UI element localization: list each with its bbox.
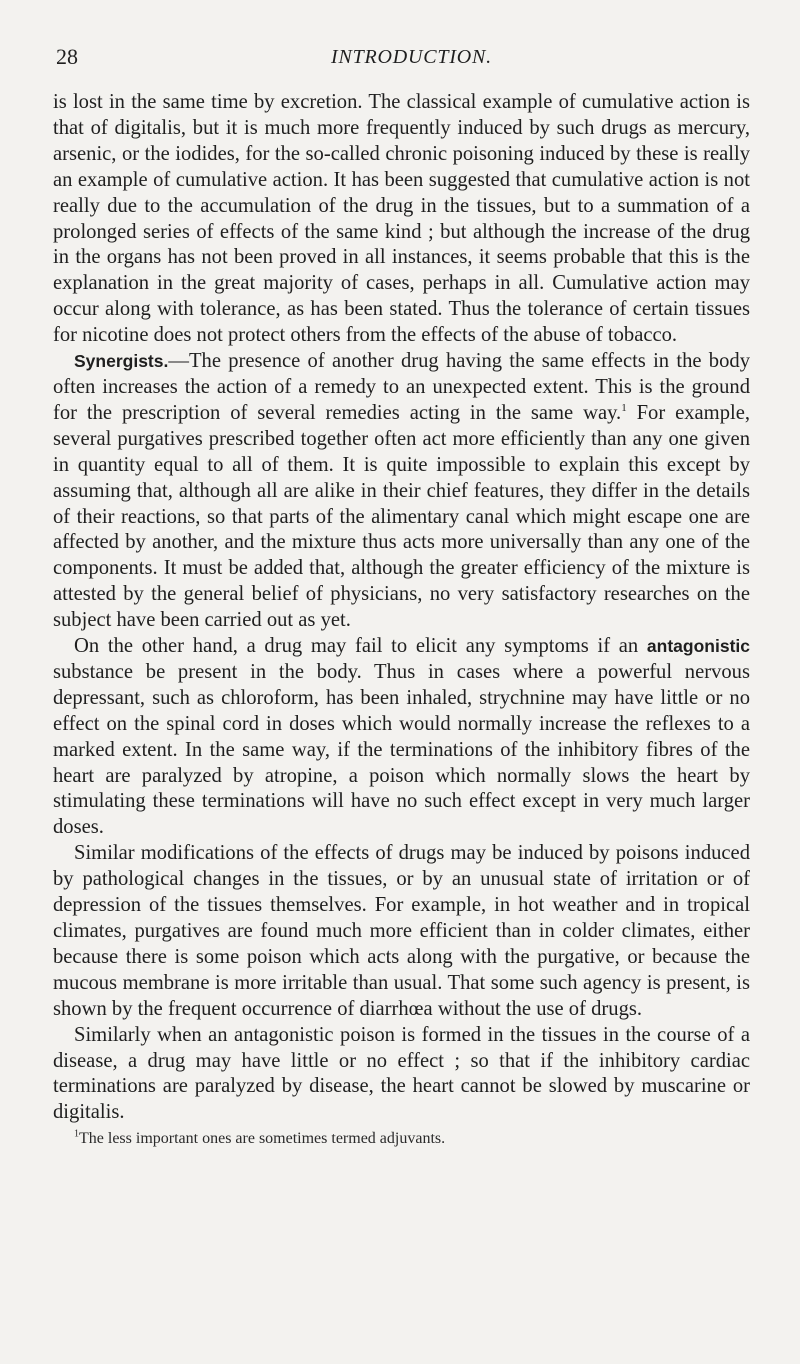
footnote-text: The less important ones are sometimes termed adjuvants. (79, 1130, 446, 1148)
paragraph-text: For example, several purgatives prescribed together often act more efficiently than any one given in quantity equal to all of them. It is quite impossible to explain this except by assuming that, although all are alike in their chief features, they differ in the details of their reactions, so that parts of the alimentary canal which might escape one are affected by another, and the mixture thus acts more universally than any one of the components. It must be added that, although the greater efficiency of the mixture is attested by the general belief of physicians, no very satisfactory researches on the subject have been carried out as yet. (53, 401, 751, 632)
body-text (53, 90, 750, 1149)
paragraph-synergists (53, 349, 750, 634)
paragraph-cumulative-action: is lost in the same time by excretion. The classical example of cumulative action is that of digitalis, but it is much more frequently induced by such drugs as mercury, arsenic, or the iodides, for the so-called chronic poisoning induced by these is really an example of cumulative action. It has been suggested that cumulative action is not really due to the accumulation of the drug in the tissues, but to a summation of a prolonged series of effects of the same kind ; but although the increase of the drug in the organs has not been proved in all instances, it seems probable that this is the explanation in the great majority of cases, perhaps in all. Cumulative action may occur along with tolerance, as has been stated. Thus the tolerance of certain tissues for nicotine does not protect others from the effects of the abuse of tobacco. (53, 91, 750, 347)
page-number: 28 (56, 44, 78, 69)
section-heading-synergists: Synergists. (74, 351, 169, 372)
bold-term-antagonistic: antagonistic (646, 636, 750, 657)
paragraph-antagonism (53, 634, 750, 841)
paragraph-text: On the other hand, a drug may fail to elicit any symptoms if an (74, 635, 647, 658)
chapter-title: INTRODUCTION. (331, 46, 492, 68)
paragraph-pathological-modifications: Similar modifications of the effects of drugs may be induced by poisons induced by pathological changes in the tissues, or by an unusual state of irritation or of depression of the tissues themselves. For example, in hot weather and in tropical climates, purgatives are found much more efficient than in colder climates, either because there is some poison which acts along with the purgative, or because the mucous membrane is more irritable than usual. That some such agency is present, is shown by the frequent occurrence of diarrhœa without the use of drugs. (53, 842, 750, 1020)
paragraph-text: —The presence of another drug having the same effects in the body often increases the action of a remedy to an unexpected extent. This is the ground for the prescription of several remedies acting in the same way. (53, 350, 750, 424)
footnote (74, 1129, 750, 1149)
running-head (56, 40, 751, 74)
footnote-mark: 1 (74, 1128, 79, 1140)
paragraph-antagonistic-poison: Similarly when an antagonistic poison is formed in the tissues in the course of a disease, a drug may have little or no effect ; so that if the inhibitory cardiac terminations are paralyzed by disease, the heart cannot be slowed by muscarine or digitalis. (53, 1023, 750, 1124)
footnote-reference: 1 (621, 402, 627, 415)
paragraph-text: substance be present in the body. Thus in cases where a powerful nervous depressant, such as chloroform, has been inhaled, strychnine may have little or no effect on the spinal cord in doses which would normally increase the reflexes to a marked extent. In the same way, if the terminations of the inhibitory fibres of the heart are paralyzed by atropine, a poison which normally slows the heart by stimulating these terminations will have no such effect except in very much larger doses. (53, 660, 750, 839)
